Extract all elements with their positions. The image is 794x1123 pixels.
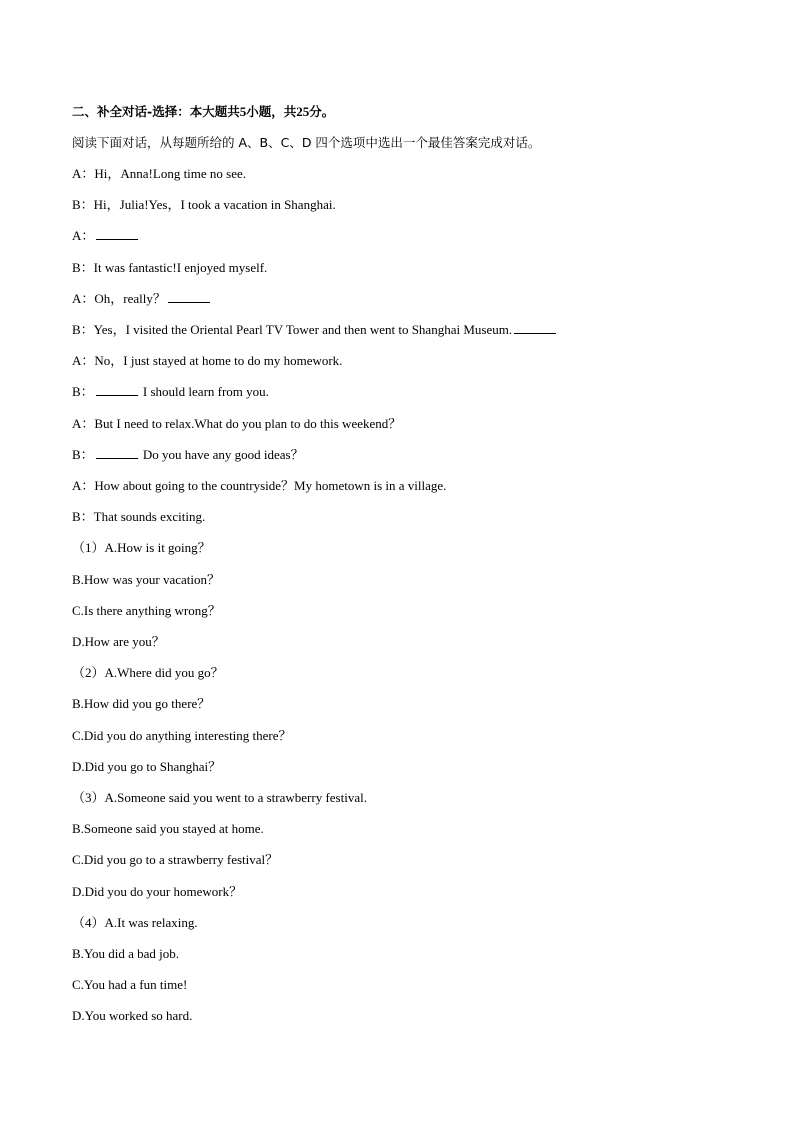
section-heading (72, 102, 334, 122)
answer-blank[interactable] (96, 383, 138, 396)
dialogue-line (72, 382, 269, 402)
heading-prefix: 二、补全对话-选择：本大题共 (72, 104, 240, 119)
option-line: C.Is there anything wrong？ (72, 602, 221, 618)
dialogue-text: A：No，I just stayed at home to do my homework. (72, 353, 343, 369)
heading-mid: 小题，共 (246, 104, 297, 119)
dialogue-line (72, 351, 342, 371)
dialogue-text: B：Yes，I visited the Oriental Pearl TV Tower and then went to Shanghai Museum. (72, 322, 513, 337)
answer-blank[interactable] (514, 321, 556, 334)
option-line: C.Did you go to a strawberry festival？ (72, 852, 279, 868)
dialogue-text: B： (72, 384, 94, 400)
dialogue-text: B：That sounds exciting. (72, 509, 206, 525)
dialogue-text-after: I should learn from you. (139, 384, 269, 400)
heading-count: 5 (239, 104, 247, 119)
dialogue-text: A：How about going to the countryside？My hometown is in a village. (72, 478, 447, 493)
option-line: B.You did a bad job. (72, 946, 180, 961)
option-line: （3）A.Someone said you went to a strawberry festival. (72, 790, 367, 805)
option-line: （4）A.It was relaxing. (72, 914, 198, 930)
dialogue-line (72, 414, 401, 434)
dialogue-line (72, 226, 140, 246)
dialogue-line (72, 289, 212, 309)
option-line: C.You had a fun time! (72, 977, 188, 993)
dialogue-line (72, 164, 246, 184)
dialogue-text: B： (72, 446, 94, 462)
dialogue-line (72, 258, 267, 278)
answer-blank[interactable] (168, 290, 210, 303)
dialogue-line (72, 476, 446, 496)
dialogue-text: B：Hi，Julia!Yes，I took a vacation in Shanghai. (72, 197, 336, 213)
option-line: D.Did you go to Shanghai？ (72, 758, 222, 774)
dialogue-line (72, 507, 205, 527)
dialogue-text-after: Do you have any good ideas？ (139, 446, 304, 462)
option-line: B.How was your vacation？ (72, 571, 221, 587)
option-line: （1）A.How is it going？ (72, 540, 211, 556)
heading-suffix: 分。 (309, 104, 335, 119)
dialogue-line (72, 320, 558, 340)
dialogue-text: A： (72, 228, 95, 244)
dialogue-text: A：But I need to relax.What do you plan to do this weekend？ (72, 415, 402, 431)
dialogue-line (72, 445, 304, 465)
dialogue-text: A：Oh，really？ (72, 290, 166, 306)
answer-blank[interactable] (96, 446, 138, 459)
option-line: B.Someone said you stayed at home. (72, 821, 264, 837)
answer-blank[interactable] (96, 227, 138, 240)
dialogue-text: B：It was fantastic!I enjoyed myself. (72, 259, 268, 275)
option-line: C.Did you do anything interesting there？ (72, 727, 292, 743)
option-line: B.How did you go there？ (72, 696, 211, 712)
option-line: D.You worked so hard. (72, 1008, 193, 1024)
dialogue-line (72, 195, 336, 215)
instruction-text: 阅读下面对话，从每题所给的 A、B、C、D 四个选项中选出一个最佳答案完成对话。 (72, 135, 541, 150)
option-line: （2）A.Where did you go？ (72, 665, 224, 681)
option-line: D.Did you do your homework？ (72, 883, 243, 899)
option-line: D.How are you？ (72, 634, 165, 649)
heading-score: 25 (296, 104, 310, 119)
dialogue-text: A：Hi，Anna!Long time no see. (72, 166, 247, 181)
